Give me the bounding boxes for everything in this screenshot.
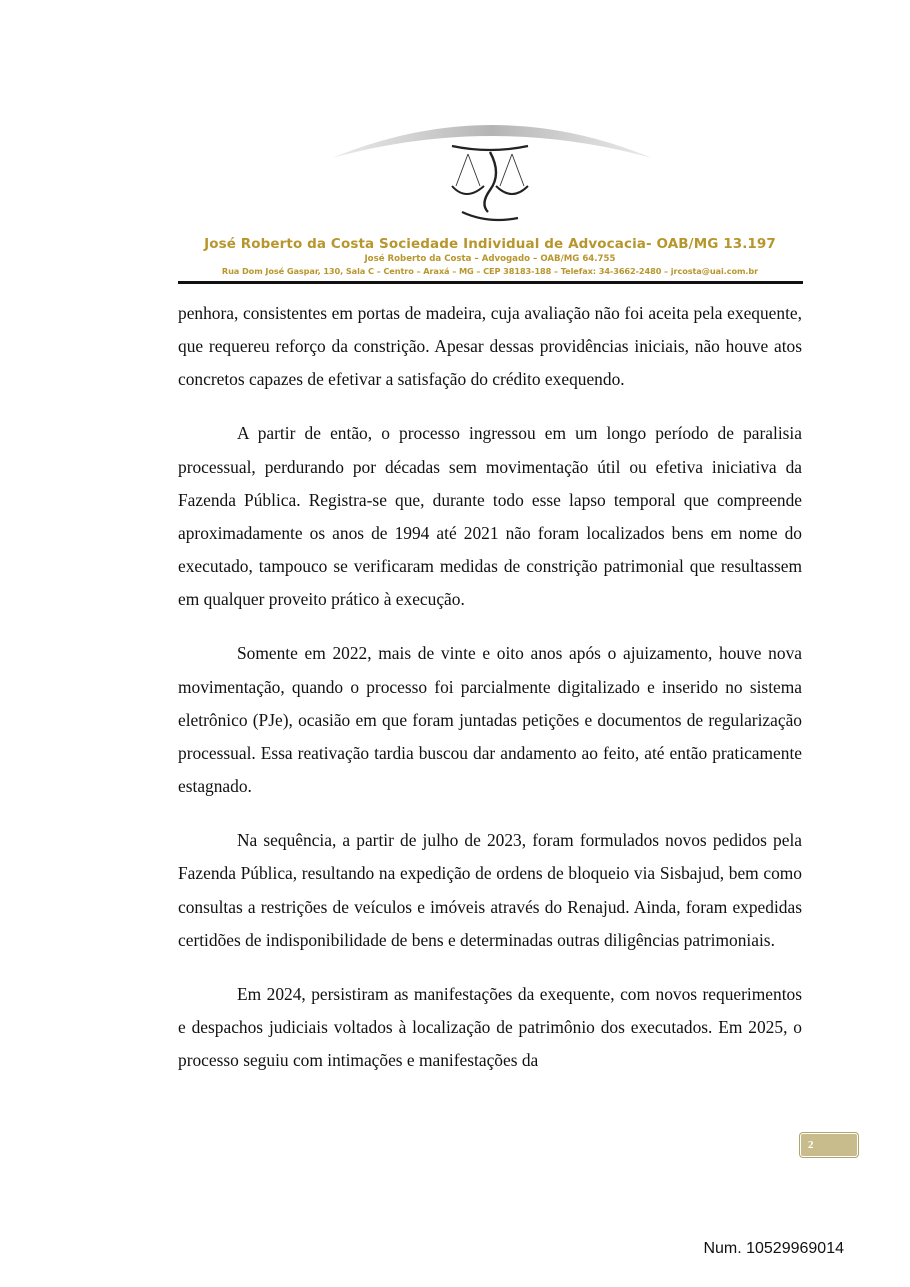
paragraph: penhora, consistentes em portas de madeira, cuja avaliação não foi aceita pela exequente, que requereu reforço da constrição. Apesar dessas providências iniciais, não houve atos concretos capazes de efetivar a satisfação do crédito exequendo. bbox=[178, 303, 802, 390]
address-line: Rua Dom José Gaspar, 130, Sala C – Centro – Araxá – MG – CEP 38183-188 – Telefax: 34-3662-2480 – jrcosta@uai.com.br bbox=[221, 266, 759, 276]
paragraph: Somente em 2022, mais de vinte e oito anos após o ajuizamento, houve nova movimentação, quando o processo foi parcialmente digitalizado e inserido no sistema eletrônico (PJe), ocasião em que foram juntadas petições e documentos de regularização processual. Essa reativação tardia buscou dar andamento ao feito, até então praticamente estagnado. bbox=[178, 643, 802, 797]
scales-of-justice-icon bbox=[330, 112, 654, 230]
header-divider bbox=[178, 281, 803, 284]
document-body bbox=[178, 297, 802, 1098]
paragraph: Em 2024, persistiram as manifestações da exequente, com novos requerimentos e despachos judiciais voltados à localização de patrimônio dos executados. Em 2025, o processo seguiu com intimações e manifestações da bbox=[178, 983, 802, 1071]
document-number: Num. 10529969014 bbox=[703, 1240, 844, 1257]
lawyer-line: José Roberto da Costa – Advogado – OAB/MG 64.755 bbox=[364, 254, 616, 264]
page-number-badge: 2 bbox=[800, 1133, 858, 1157]
paragraph: A partir de então, o processo ingressou em um longo período de paralisia processual, perdurando por décadas sem movimentação útil ou efetiva iniciativa da Fazenda Pública. Registra-se que, durante todo esse lapso temporal que compreende aproximadamente os anos de 1994 até 2021 não foram localizados bens em nome do executado, tampouco se verificaram medidas de constrição patrimonial que resultassem em qualquer proveito prático à execução. bbox=[178, 423, 802, 610]
paragraph: Na sequência, a partir de julho de 2023, foram formulados novos pedidos pela Fazenda Pública, resultando na expedição de ordens de bloqueio via Sisbajud, bem como consultas a restrições de veículos e imóveis através do Renajud. Ainda, foram expedidas certidões de indisponibilidade de bens e determinadas outras diligências patrimoniais. bbox=[178, 830, 802, 950]
firm-name: José Roberto da Costa Sociedade Individual de Advocacia- OAB/MG 13.197 bbox=[204, 236, 776, 252]
